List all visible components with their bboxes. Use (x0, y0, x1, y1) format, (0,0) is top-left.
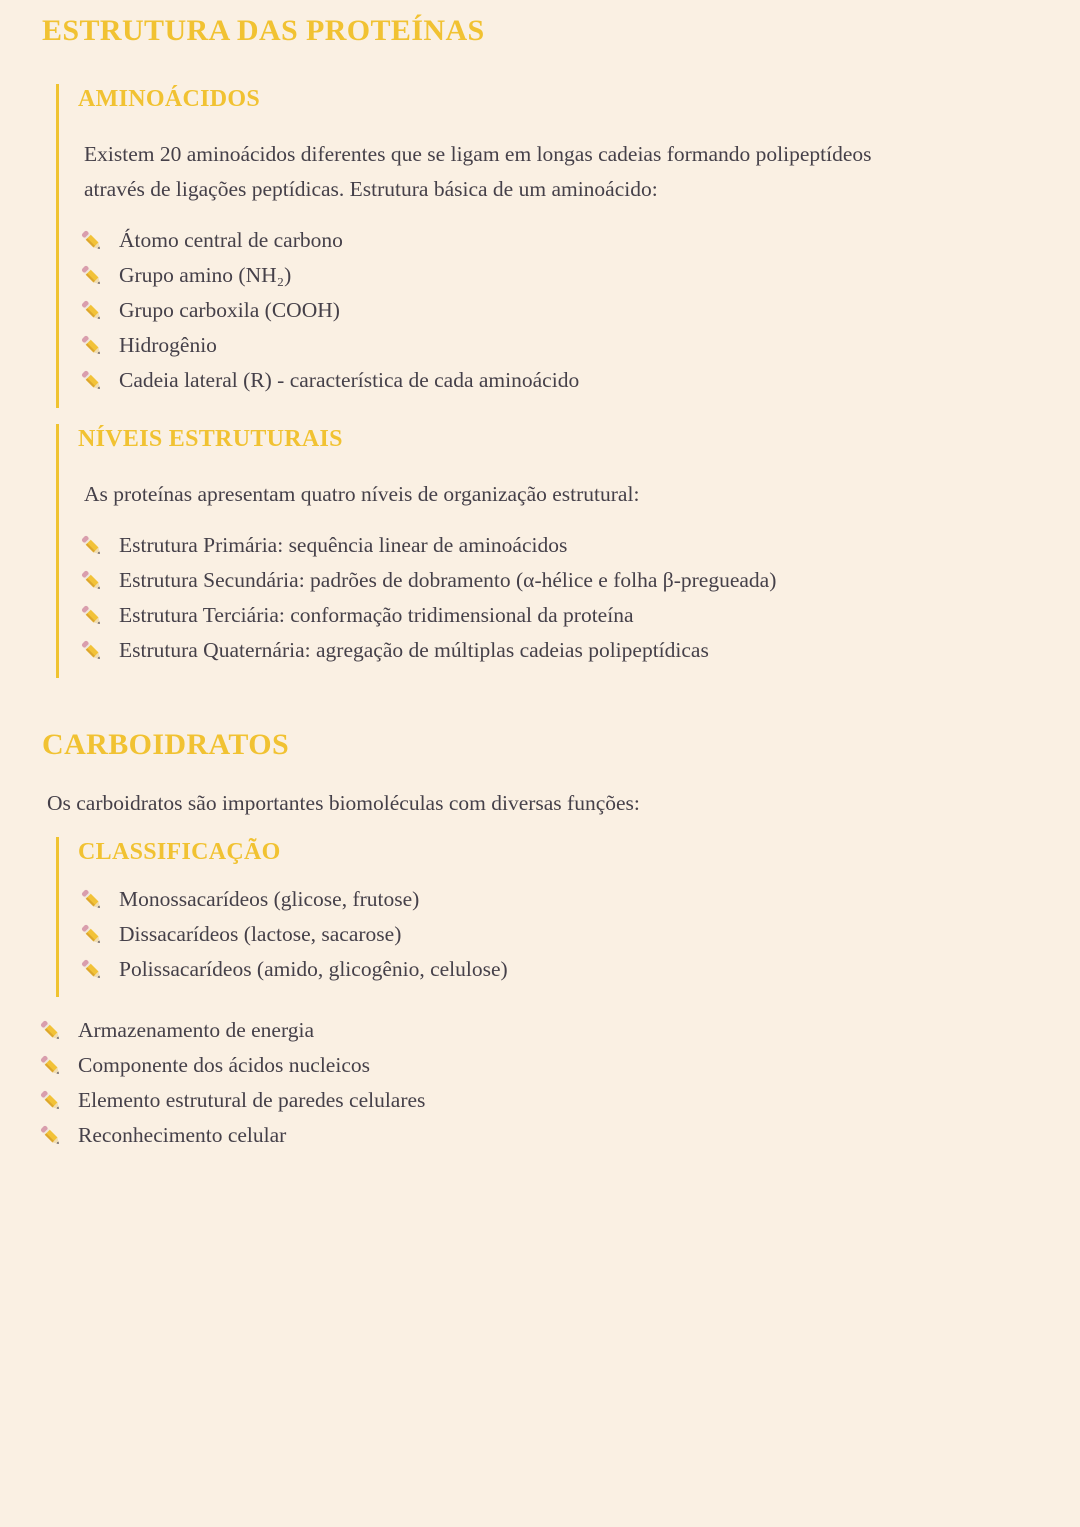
aminoacidos-heading: AMINOÁCIDOS (78, 86, 260, 112)
list-item-text: Estrutura Secundária: padrões de dobramento (α-hélice e folha β-pregueada) (119, 568, 777, 592)
list-item (37, 1013, 1040, 1048)
pencil-icon (78, 885, 105, 914)
list-item-text: Armazenamento de energia (78, 1018, 314, 1042)
list-item (37, 1083, 1040, 1118)
list-item-text: Hidrogênio (119, 333, 217, 357)
pencil-icon (78, 636, 105, 665)
list-item (78, 633, 1040, 668)
list-item-text: Dissacarídeos (lactose, sacarose) (119, 922, 402, 946)
aminoacidos-intro (84, 137, 1029, 207)
list-item-text: Cadeia lateral (R) - característica de cada aminoácido (119, 368, 580, 392)
pencil-icon (37, 1016, 64, 1045)
list-item (78, 563, 1040, 598)
niveis-section (56, 424, 1040, 678)
list-item-text: Estrutura Terciária: conformação tridimensional da proteína (119, 603, 634, 627)
pencil-icon (78, 261, 105, 290)
pencil-icon (78, 226, 105, 255)
list-item-text: Componente dos ácidos nucleicos (78, 1053, 370, 1077)
pencil-icon (78, 331, 105, 360)
carboidratos-intro: Os carboidratos são importantes biomoléculas com diversas funções: (47, 791, 640, 815)
list-item (78, 328, 1040, 363)
list-item (78, 258, 1040, 293)
list-item-text: Grupo carboxila (COOH) (119, 298, 340, 322)
aminoacidos-list (78, 223, 1040, 398)
pencil-icon (78, 366, 105, 395)
pencil-icon (78, 531, 105, 560)
list-item-text: Elemento estrutural de paredes celulares (78, 1088, 426, 1112)
proteins-title: ESTRUTURA DAS PROTEÍNAS (42, 14, 485, 47)
list-item (37, 1048, 1040, 1083)
pencil-icon (78, 296, 105, 325)
pencil-icon (37, 1051, 64, 1080)
list-item (78, 598, 1040, 633)
list-item-text: Monossacarídeos (glicose, frutose) (119, 887, 420, 911)
niveis-list (78, 528, 1040, 668)
list-item-text: Grupo amino (NH₂) (119, 263, 292, 287)
list-item (37, 1118, 1040, 1153)
carboidratos-title: CARBOIDRATOS (42, 728, 290, 761)
list-item (78, 952, 1040, 987)
pencil-icon (78, 955, 105, 984)
aminoacidos-intro-line1: Existem 20 aminoácidos diferentes que se ligam em longas cadeias formando polipeptídeos (84, 142, 872, 166)
list-item-text: Estrutura Quaternária: agregação de múltiplas cadeias polipeptídicas (119, 638, 709, 662)
list-item-text: Átomo central de carbono (119, 228, 343, 252)
funcoes-list (37, 1013, 1040, 1153)
list-item-text: Reconhecimento celular (78, 1123, 287, 1147)
list-item-text: Estrutura Primária: sequência linear de aminoácidos (119, 533, 568, 557)
niveis-intro: As proteínas apresentam quatro níveis de organização estrutural: (84, 482, 640, 506)
pencil-icon (78, 566, 105, 595)
list-item-text: Polissacarídeos (amido, glicogênio, celulose) (119, 957, 508, 981)
list-item (78, 223, 1040, 258)
list-item (78, 528, 1040, 563)
list-item (78, 917, 1040, 952)
classificacao-heading: CLASSIFICAÇÃO (78, 839, 281, 865)
niveis-heading: NÍVEIS ESTRUTURAIS (78, 426, 343, 452)
aminoacidos-intro-line2: através de ligações peptídicas. Estrutura básica de um aminoácido: (84, 177, 658, 201)
pencil-icon (37, 1086, 64, 1115)
list-item (78, 363, 1040, 398)
pencil-icon (37, 1121, 64, 1150)
classificacao-list (78, 882, 1040, 987)
list-item (78, 882, 1040, 917)
pencil-icon (78, 601, 105, 630)
aminoacidos-section (56, 84, 1040, 408)
pencil-icon (78, 920, 105, 949)
list-item (78, 293, 1040, 328)
classificacao-section (56, 837, 1040, 997)
